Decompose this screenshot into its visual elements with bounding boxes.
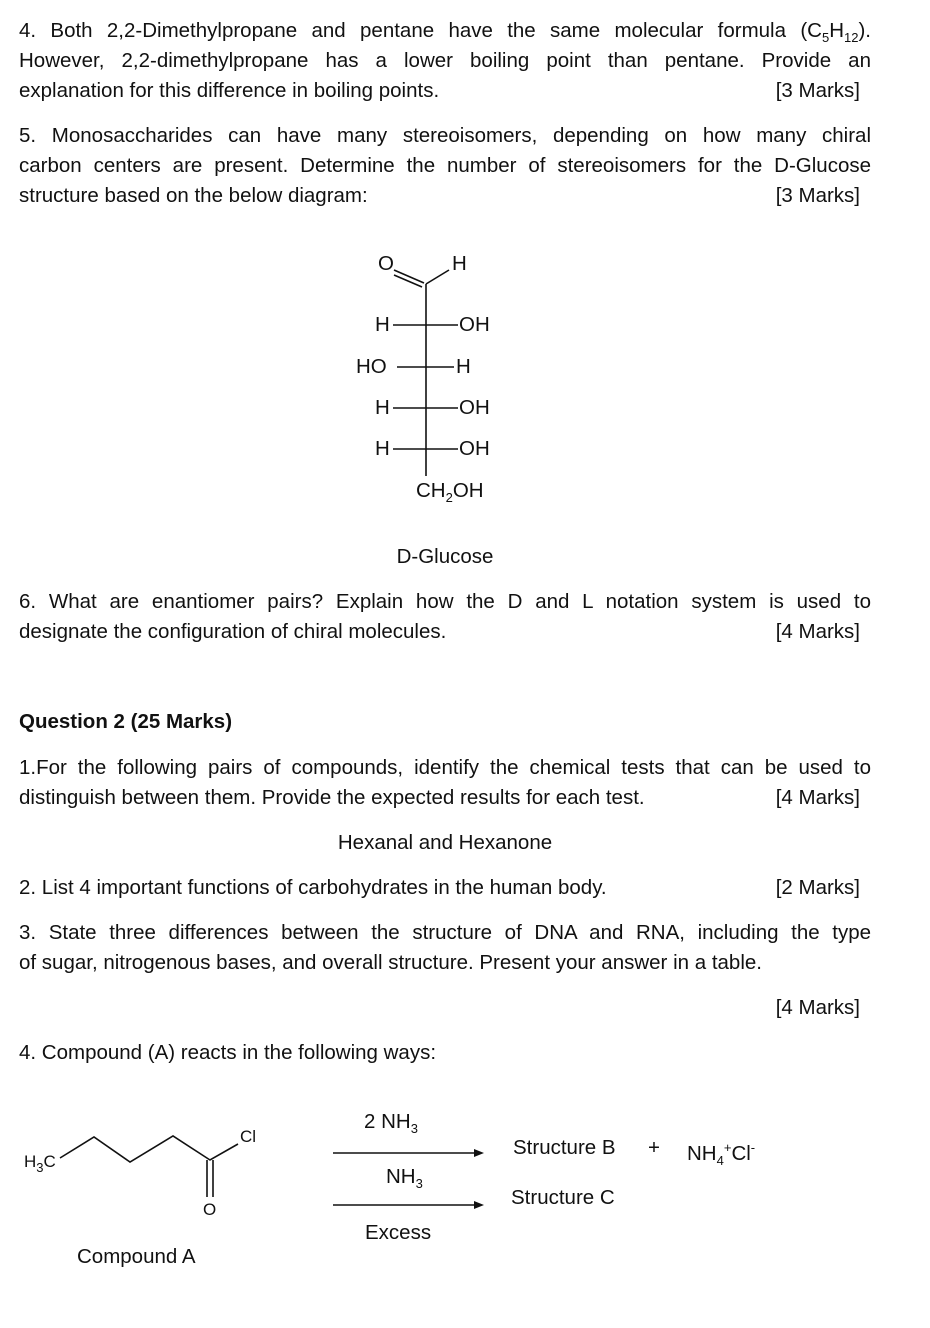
- q2-3-line2: of sugar, nitrogenous bases, and overall structure. Present your answer in a table.: [19, 951, 762, 974]
- q5-line1: 5. Monosaccharides can have many stereoisomers, depending on how many chiral: [19, 124, 871, 147]
- q2-1-line2: distinguish between them. Provide the expected results for each test.: [19, 786, 645, 809]
- reaction1-plus: +: [648, 1136, 660, 1159]
- q2-1-marks: [4 Marks]: [775, 786, 860, 809]
- reaction1-product: Structure B: [513, 1136, 616, 1159]
- glucose-top-o: O: [378, 252, 394, 275]
- q2-2-line1: 2. List 4 important functions of carbohydrates in the human body.: [19, 876, 607, 899]
- glucose-row2-left: HO: [356, 355, 387, 378]
- glucose-row4-left: H: [375, 437, 390, 460]
- glucose-bottom-ch2oh: $CH_2OH$: [416, 479, 484, 505]
- glucose-row3-right: OH: [459, 396, 490, 419]
- q4-line1: 4. Both 2,2-Dimethylpropane and pentane have the same molecular formula $(C_5H_{12})$.: [19, 19, 871, 45]
- glucose-row4-right: OH: [459, 437, 490, 460]
- question2-heading: Question 2 (25 Marks): [19, 710, 233, 733]
- q5-marks: [3 Marks]: [775, 184, 860, 207]
- q2-3-marks: [4 Marks]: [775, 996, 860, 1019]
- reaction2-reagent: $NH_3$: [386, 1165, 423, 1191]
- q2-2-marks: [2 Marks]: [775, 876, 860, 899]
- glucose-row3-left: H: [375, 396, 390, 419]
- reaction2-condition: Excess: [365, 1221, 432, 1244]
- q5-line2: carbon centers are present. Determine the number of stereoisomers for the D-Glucose: [19, 154, 871, 177]
- q2-3-line1: 3. State three differences between the structure of DNA and RNA, including the type: [19, 921, 871, 944]
- q4-marks: [3 Marks]: [775, 79, 860, 102]
- q6-line1: 6. What are enantiomer pairs? Explain how the D and L notation system is used to: [19, 590, 871, 613]
- glucose-top-h: H: [452, 252, 467, 275]
- q2-1-line1: 1.For the following pairs of compounds, identify the chemical tests that can be used to: [19, 756, 871, 779]
- q4-line2: However, 2,2-dimethylpropane has a lower boiling point than pentane. Provide an: [19, 49, 871, 72]
- q6-marks: [4 Marks]: [775, 620, 860, 643]
- reaction2-product: Structure C: [511, 1186, 615, 1209]
- compound-a-cl: Cl: [240, 1127, 257, 1146]
- q4-line3: explanation for this difference in boiling points.: [19, 79, 440, 102]
- compound-a-o: O: [203, 1200, 217, 1219]
- compound-a-h3c: $H_3C$: [24, 1152, 56, 1175]
- q2-4-line1: 4. Compound (A) reacts in the following ways:: [19, 1041, 437, 1064]
- q2-1-pair: Hexanal and Hexanone: [337, 831, 553, 854]
- reaction1-reagent: 2 $NH_3$: [364, 1110, 418, 1136]
- q6-line2: designate the configuration of chiral molecules.: [19, 620, 447, 643]
- glucose-row1-right: OH: [459, 313, 490, 336]
- glucose-caption: D-Glucose: [396, 545, 494, 568]
- glucose-row2-right: H: [456, 355, 471, 378]
- q5-line3: structure based on the below diagram:: [19, 184, 368, 207]
- glucose-row1-left: H: [375, 313, 390, 336]
- compound-a-label: Compound A: [77, 1245, 196, 1268]
- reaction1-byproduct: $NH_4^+Cl^-$: [687, 1140, 756, 1168]
